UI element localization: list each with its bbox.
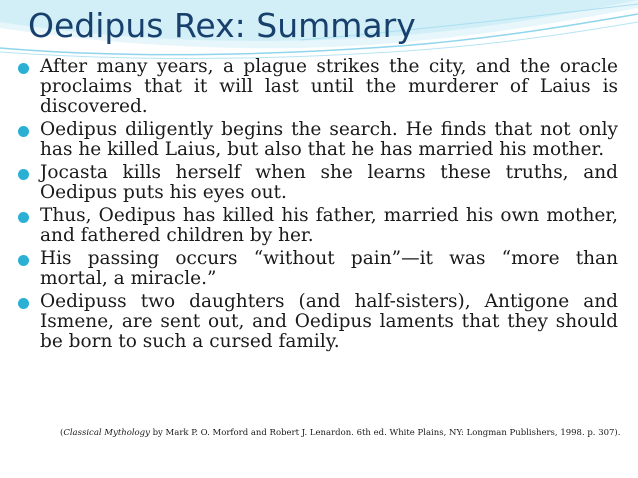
bullet-dot-icon [18, 212, 29, 223]
bullet-dot-icon [18, 169, 29, 180]
bullet-text: Thus, Oedipus has killed his father, married his own mother, and fathered children by her. [40, 205, 618, 246]
bullet-text: Oedipuss two daughters (and half-sisters), Antigone and Ismene, are sent out, and Oedipus laments that they should be born to such a cursed family. [40, 291, 618, 352]
bullet-dot-icon [18, 63, 29, 74]
citation-book-title: Classical Mythology [63, 428, 150, 438]
bullet-item [18, 206, 618, 246]
bullet-text: After many years, a plague strikes the city, and the oracle proclaims that it will last until the murderer of Laius is discovered. [40, 56, 618, 117]
bullet-text: Oedipus diligently begins the search. He finds that not only has he killed Laius, but also that he has married his mother. [40, 119, 618, 160]
bullet-item [18, 57, 618, 117]
bullet-dot-icon [18, 255, 29, 266]
bullet-text: His passing occurs “without pain”—it was “more than mortal, a miracle.” [40, 248, 618, 289]
citation-rest: by Mark P. O. Morford and Robert J. Lenardon. 6th ed. White Plains, NY: Longman Publishers, 1998. p. 307). [149, 428, 621, 438]
bullet-dot-icon [18, 298, 29, 309]
citation [60, 428, 620, 438]
bullet-item [18, 292, 618, 352]
bullet-list [18, 57, 618, 355]
bullet-item [18, 163, 618, 203]
bullet-item [18, 120, 618, 160]
citation-open: ( [60, 428, 64, 438]
bullet-text: Jocasta kills herself when she learns these truths, and Oedipus puts his eyes out. [40, 162, 618, 203]
slide-title: Oedipus Rex: Summary [28, 6, 416, 45]
bullet-dot-icon [18, 126, 29, 137]
bullet-item [18, 249, 618, 289]
